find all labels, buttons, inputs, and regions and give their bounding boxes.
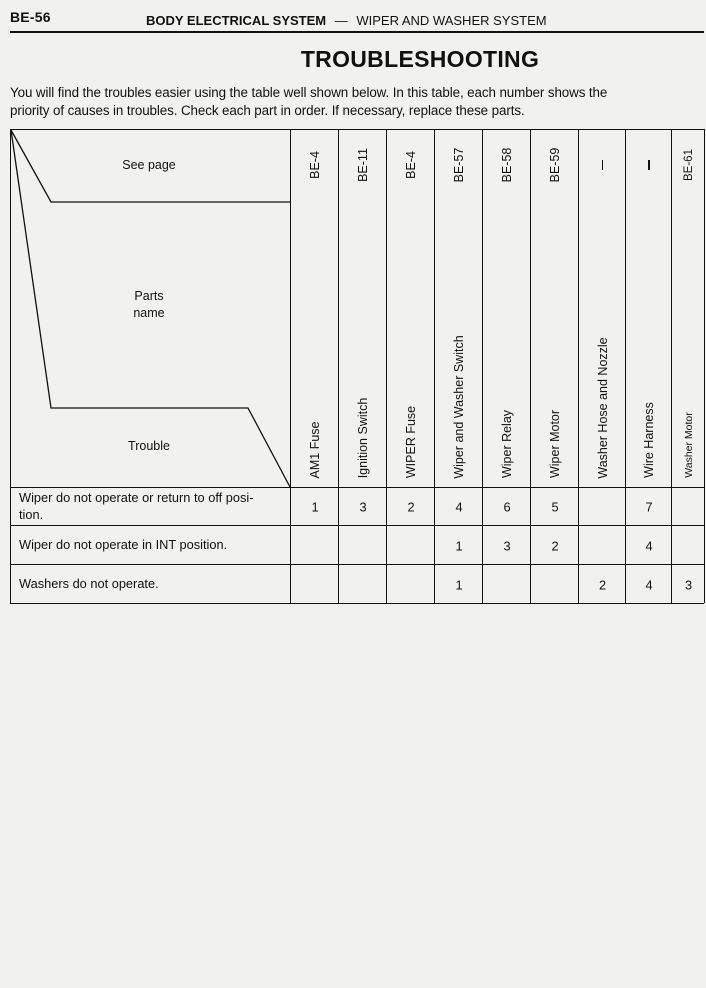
trouble-row-label-3 (19, 575, 159, 592)
row-border-1 (10, 525, 704, 526)
part-name-5: Wiper Relay (500, 409, 514, 479)
see-page-ref-9: BE-61 (682, 149, 695, 181)
priority-cell-r2-c6: 2 (551, 538, 559, 553)
see-page-ref-5: BE-58 (500, 147, 514, 183)
priority-cell-r3-c4: 1 (455, 577, 463, 592)
part-name-7: Washer Hose and Nozzle (595, 336, 610, 479)
column-border-9 (671, 129, 672, 603)
intro-line-2: priority of causes in troubles. Check each part in order. If necessary, replace these parts. (10, 103, 525, 118)
priority-cell-r1-c6: 5 (551, 499, 559, 515)
part-name-2: Ignition Switch (356, 397, 370, 478)
page-number: BE-56 (10, 9, 51, 25)
trouble-header-label: Trouble (128, 439, 170, 453)
priority-cell-r1-c5: 6 (503, 499, 511, 515)
parts-name-line-2: name (133, 306, 165, 320)
priority-cell-r1-c4: 4 (455, 499, 463, 515)
part-name-3: WIPER Fuse (404, 405, 418, 479)
intro-line-1: You will find the troubles easier using the table well shown below. In this table, each number shows the (10, 85, 608, 100)
row-border-2 (10, 564, 704, 565)
column-border-4 (434, 129, 435, 603)
trouble-row-label-2 (19, 536, 227, 553)
see-page-ref-1: BE-4 (308, 151, 322, 179)
priority-cell-r1-c8: 7 (645, 499, 653, 515)
priority-cell-r3-c9: 3 (684, 577, 693, 592)
priority-cell-r2-c8: 4 (645, 538, 653, 553)
column-border-5 (482, 129, 483, 603)
no-page-ref-mark-8 (648, 160, 649, 170)
separator: — (334, 13, 348, 28)
priority-cell-r1-c2: 3 (359, 499, 367, 515)
part-name-8: Wire Harness (642, 402, 656, 478)
table-right-border (704, 129, 705, 603)
priority-cell-r2-c4: 1 (455, 538, 463, 553)
column-border-6 (530, 129, 531, 603)
no-page-ref-mark-7 (602, 160, 603, 170)
section-title: BODY ELECTRICAL SYSTEM (146, 13, 327, 28)
priority-cell-r3-c7: 2 (598, 577, 607, 592)
page-title: TROUBLESHOOTING (300, 46, 540, 72)
column-border-7 (578, 129, 579, 603)
part-name-9: Washer Motor (682, 412, 695, 478)
see-page-ref-6: BE-59 (548, 147, 562, 183)
subsection-title: WIPER AND WASHER SYSTEM (356, 13, 547, 28)
column-border-2 (338, 129, 339, 603)
priority-cell-r3-c8: 4 (645, 577, 653, 592)
table-left-border (10, 129, 11, 603)
priority-cell-r1-c1: 1 (311, 499, 319, 515)
see-page-ref-2: BE-11 (356, 148, 370, 182)
see-page-ref-3: BE-4 (404, 151, 418, 179)
trouble-row-1-line-2: tion. (19, 507, 44, 522)
priority-cell-r2-c5: 3 (503, 538, 511, 553)
parts-name-line-1: Parts (134, 289, 164, 303)
column-border-1 (290, 129, 291, 603)
trouble-row-1-line-1: Wiper do not operate or return to off posi- (19, 490, 254, 505)
table-top-border (10, 129, 704, 130)
row-border-3 (10, 603, 704, 604)
trouble-row-3-line-1: Washers do not operate. (19, 575, 159, 591)
column-border-3 (386, 129, 387, 603)
parts-name-label (90, 288, 208, 322)
trouble-row-label-1 (19, 489, 254, 523)
column-border-8 (625, 129, 626, 603)
priority-cell-r1-c3: 2 (407, 499, 415, 515)
part-name-4: Wiper and Washer Switch (452, 334, 466, 479)
part-name-6: Wiper Motor (548, 409, 562, 479)
see-page-label: See page (122, 158, 176, 172)
trouble-row-2-line-1: Wiper do not operate in INT position. (19, 536, 228, 552)
part-name-1: AM1 Fuse (308, 421, 322, 478)
see-page-ref-4: BE-57 (452, 147, 466, 183)
